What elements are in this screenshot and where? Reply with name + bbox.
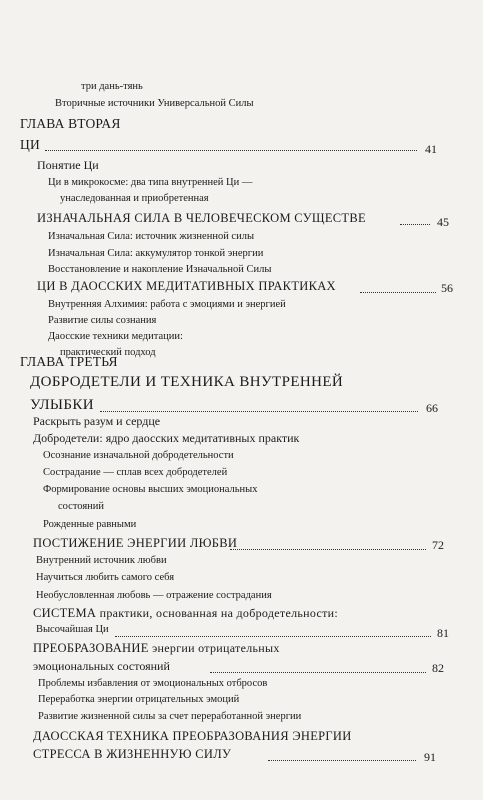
toc-entry: Развитие жизненной силы за счет переработанной энергии xyxy=(38,711,302,722)
chapter-heading: ГЛАВА ТРЕТЬЯ xyxy=(20,354,118,369)
section-heading-continuation: СТРЕССА В ЖИЗНЕННУЮ СИЛУ xyxy=(33,747,232,761)
toc-entry: состояний xyxy=(58,501,105,512)
toc-entry: Ци в микрокосме: два типа внутренней Ци — xyxy=(48,177,253,188)
page-number: 72 xyxy=(432,538,444,552)
leader-dots xyxy=(400,224,430,225)
page-number: 91 xyxy=(424,750,436,764)
section-heading-rest: практики, основанная на добродетельности: xyxy=(99,606,338,620)
section-heading-continuation: эмоциональных состояний xyxy=(33,659,170,673)
toc-entry: Раскрыть разум и сердце xyxy=(33,414,161,428)
toc-entry: три дань-тянь xyxy=(81,81,143,92)
section-heading xyxy=(33,642,280,655)
toc-entry: Изначальная Сила: источник жизненной силы xyxy=(48,231,255,242)
toc-entry: Внутренняя Алхимия: работа с эмоциями и энергией xyxy=(48,299,286,310)
toc-entry: Восстановление и накопление Изначальной Силы xyxy=(48,264,272,275)
section-heading: ПОСТИЖЕНИЕ ЭНЕРГИИ ЛЮБВИ xyxy=(33,536,238,550)
section-heading-caps: СИСТЕМА xyxy=(33,606,97,620)
toc-entry: Понятие Ци xyxy=(37,158,99,172)
toc-entry: Формирование основы высших эмоциональных xyxy=(43,484,258,495)
toc-entry: Переработка энергии отрицательных эмоций xyxy=(38,694,240,705)
toc-entry: Вторичные источники Универсальной Силы xyxy=(55,98,254,109)
page-number: 82 xyxy=(432,661,444,675)
toc-entry: Изначальная Сила: аккумулятор тонкой энергии xyxy=(48,248,264,259)
toc-entry: Необусловленная любовь — отражение сострадания xyxy=(36,590,272,601)
toc-entry: Высочайшая Ци xyxy=(36,624,109,635)
leader-dots xyxy=(100,411,418,412)
page-number: 41 xyxy=(425,142,437,156)
section-heading: ИЗНАЧАЛЬНАЯ СИЛА В ЧЕЛОВЕЧЕСКОМ СУЩЕСТВЕ xyxy=(37,211,366,225)
toc-entry: Рожденные равными xyxy=(43,519,137,530)
page-number: 66 xyxy=(426,401,438,415)
toc-entry: Сострадание — сплав всех добродетелей xyxy=(43,467,228,478)
leader-dots xyxy=(115,636,431,637)
page-number: 81 xyxy=(437,626,449,640)
section-heading-caps: ПРЕОБРАЗОВАНИЕ xyxy=(33,641,149,655)
section-heading: ДОБРОДЕТЕЛИ И ТЕХНИКА ВНУТРЕННЕЙ xyxy=(30,374,344,390)
toc-entry: Развитие силы сознания xyxy=(48,315,157,326)
leader-dots xyxy=(210,672,426,673)
leader-dots xyxy=(230,549,426,550)
leader-dots xyxy=(268,760,416,761)
section-heading: УЛЫБКИ xyxy=(30,397,95,413)
toc-entry: практический подход xyxy=(60,347,156,358)
page-number: 45 xyxy=(437,215,449,229)
section-heading: ЦИ xyxy=(20,137,40,152)
toc-entry: Внутренний источник любви xyxy=(36,555,167,566)
toc-entry: Осознание изначальной добродетельности xyxy=(43,450,234,461)
section-heading: ЦИ В ДАОССКИХ МЕДИТАТИВНЫХ ПРАКТИКАХ xyxy=(37,279,336,293)
leader-dots xyxy=(360,292,436,293)
chapter-heading: ГЛАВА ВТОРАЯ xyxy=(20,116,121,131)
section-heading: ДАОССКАЯ ТЕХНИКА ПРЕОБРАЗОВАНИЯ ЭНЕРГИИ xyxy=(33,729,352,743)
section-heading-rest: энергии отрицательных xyxy=(152,641,280,655)
toc-entry: Проблемы избавления от эмоциональных отбросов xyxy=(38,678,268,689)
leader-dots xyxy=(45,150,417,151)
toc-entry: Добродетели: ядро даосских медитативных практик xyxy=(33,431,300,445)
toc-entry: Даосские техники медитации: xyxy=(48,331,183,342)
toc-entry: Научиться любить самого себя xyxy=(36,572,175,583)
toc-entry: унаследованная и приобретенная xyxy=(60,193,209,204)
page-number: 56 xyxy=(441,281,453,295)
section-heading xyxy=(33,607,338,620)
